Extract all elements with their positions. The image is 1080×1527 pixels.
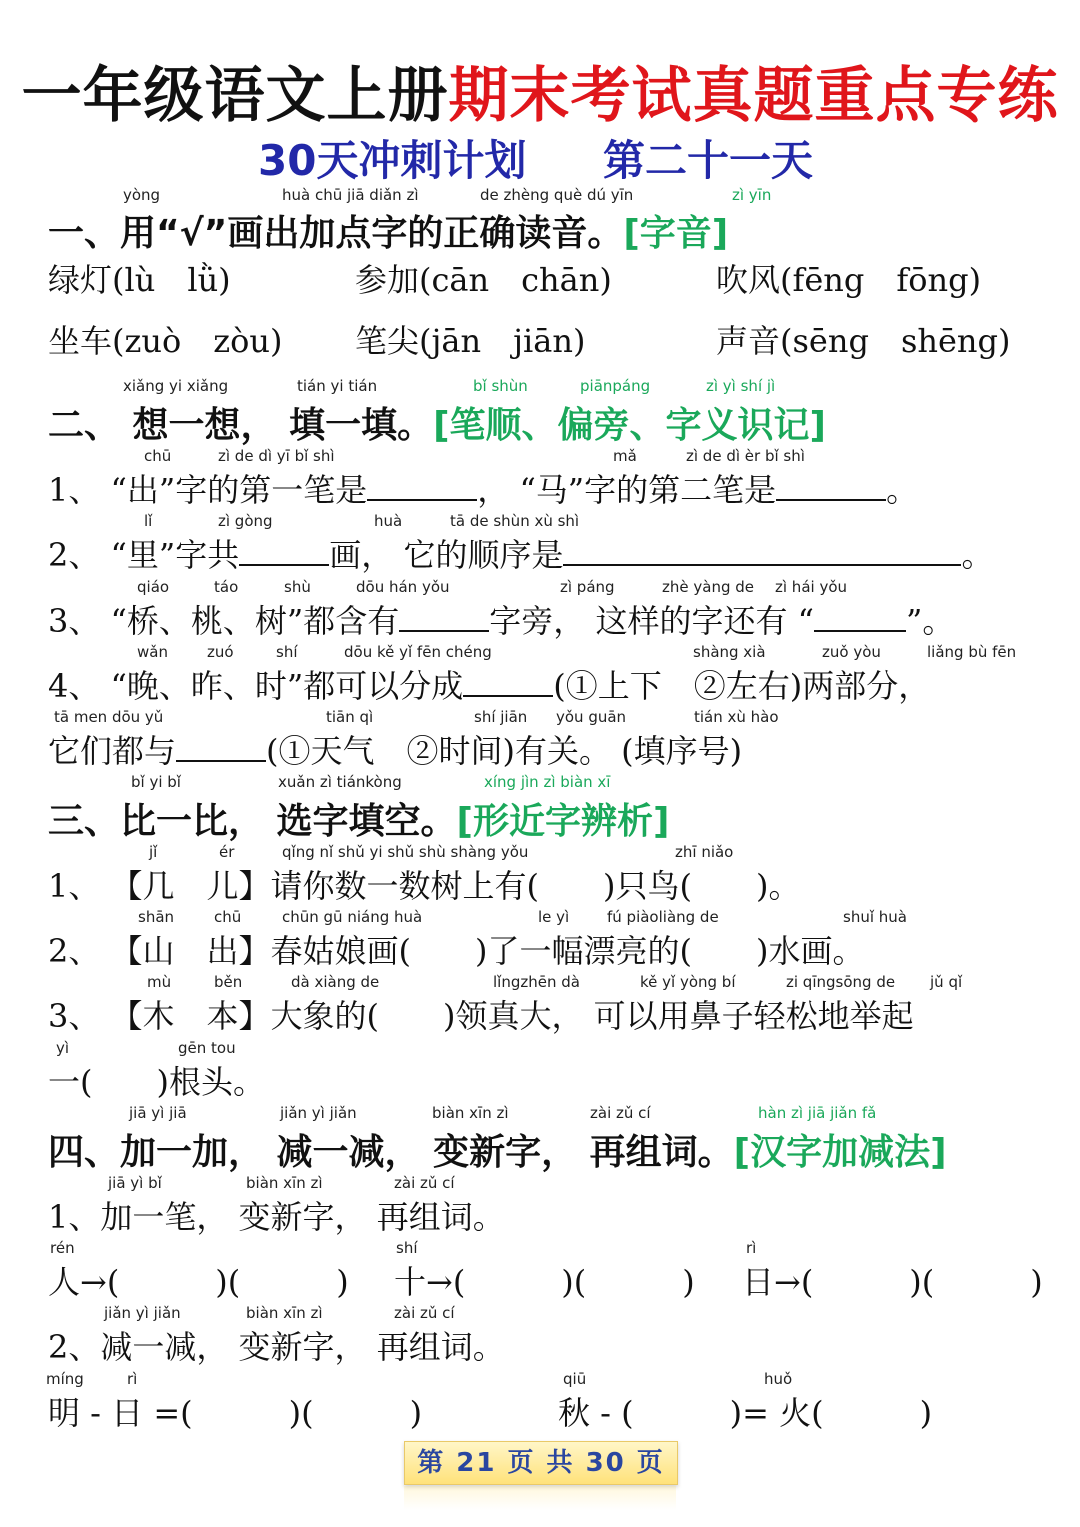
answer-blank[interactable] [563,536,961,566]
pinyin: huà chū jiā diǎn zì [282,186,419,204]
pinyin: de zhèng què dú yīn [480,186,634,204]
section-2-heading: 二、 想一想， 填一填。[笔顺、偏旁、字义识记] [48,405,826,446]
pinyin: bǐ yi bǐ [131,773,181,791]
pinyin: jiǎn yì jiǎn [280,1104,357,1122]
pinyin: shān [138,908,175,926]
pinyin: tā de shùn xù shì [450,512,580,530]
pinyin: biàn xīn zì [246,1174,323,1192]
pinyin: zì gòng [218,512,273,530]
pinyin: chūn gū niáng huà [282,908,423,926]
s1-item: 参加(cān chān) [355,261,612,299]
section-3-heading: 三、比一比， 选字填空。[形近字辨析] [48,801,670,842]
s3-question-3: 3、 【木 本】大象的( )领真大， 可以用鼻子轻松地举起 [48,997,914,1035]
s1-item: 声音(sēng shēng) [716,322,1011,360]
pinyin: zài zǔ cí [394,1304,455,1322]
page-number-badge: 第 21 页 共 30 页 [404,1441,678,1485]
answer-blank[interactable] [399,602,489,632]
pinyin: shuǐ huà [843,908,907,926]
s1-item: 吹风(fēng fōng) [716,261,982,299]
pinyin: yì [56,1039,70,1057]
pinyin: bǐ shùn [473,377,528,395]
pinyin: zì páng [560,578,615,596]
pinyin: huà [374,512,403,530]
answer-blank[interactable] [776,471,886,501]
pinyin: jiǎn yì jiǎn [104,1304,181,1322]
pinyin: zuó [207,643,234,661]
s2-question-4: 4、 “晚、昨、时”都可以分成 (①上下 ②左右)两部分， [48,667,931,705]
s1-item: 绿灯(lù lǜ) [48,261,231,299]
pinyin: xíng jìn zì biàn xī [484,773,611,791]
pinyin: dōu kě yǐ fēn chéng [344,643,492,661]
pinyin: tián xù hào [694,708,779,726]
pinyin: dōu hán yǒu [356,578,450,596]
pinyin: ér [219,843,235,861]
pinyin: yǒu guān [556,708,627,726]
badge-reflection [404,1486,676,1510]
pinyin: piānpáng [580,377,651,395]
pinyin: jiā yì jiā [129,1104,187,1122]
pinyin: shí [276,643,298,661]
pinyin: fú piàoliàng de [607,908,719,926]
subtitle-plan: 30天冲刺计划 [258,136,527,185]
pinyin: chū [214,908,242,926]
section-1-heading: 一、用“√”画出加点字的正确读音。[字音] [48,213,729,254]
pinyin: yòng [123,186,161,204]
pinyin: jiā yì bǐ [108,1174,162,1192]
pinyin: zì hái yǒu [775,578,848,596]
s3-question-1: 1、 【几 儿】请你数一数树上有( )只鸟( )。 [48,867,801,905]
pinyin: zhī niǎo [675,843,734,861]
s4-question-2: 2、减一减， 变新字， 再组词。 [48,1328,505,1366]
pinyin: qiū [563,1370,587,1388]
pinyin: zì yīn [732,186,772,204]
pinyin: rì [746,1239,757,1257]
s2-question-3: 3、 “桥、桃、树”都含有 字旁， 这样的字还有 “ ”。 [48,602,955,640]
answer-blank[interactable] [239,536,329,566]
pinyin: táo [214,578,239,596]
pinyin: zuǒ yòu [822,643,881,661]
answer-blank[interactable] [463,667,553,697]
pinyin: biàn xīn zì [246,1304,323,1322]
pinyin: zì yì shí jì [706,377,776,395]
s4-add-item: 人→( )( ) [48,1263,349,1301]
pinyin: tiān qì [326,708,374,726]
pinyin: jǐ [149,843,158,861]
pinyin: chū [144,447,172,465]
s1-item: 坐车(zuò zòu) [48,322,283,360]
answer-blank[interactable] [814,602,906,632]
pinyin: rì [127,1370,138,1388]
pinyin: le yì [538,908,570,926]
pinyin: zi qīngsōng de [786,973,896,991]
pinyin: mǎ [613,447,637,465]
pinyin: rén [50,1239,75,1257]
pinyin: mù [147,973,172,991]
pinyin: hàn zì jiā jiǎn fǎ [758,1104,877,1122]
pinyin: qǐng nǐ shǔ yi shǔ shù shàng yǒu [282,843,529,861]
pinyin: biàn xīn zì [432,1104,509,1122]
page-title: 一年级语文上册期末考试真题重点专练 [21,61,1059,131]
pinyin: lǐ [144,512,153,530]
pinyin: shí jiān [474,708,528,726]
s4-question-1: 1、加一笔， 变新字， 再组词。 [48,1198,505,1236]
pinyin: lǐngzhēn dà [493,973,580,991]
pinyin: shàng xià [693,643,766,661]
s1-item: 笔尖(jān jiān) [355,322,586,360]
answer-blank[interactable] [367,471,477,501]
pinyin: shí [396,1239,418,1257]
s2-question-2: 2、 “里”字共 画， 它的顺序是 。 [48,536,994,574]
pinyin: tā men dōu yǔ [54,708,164,726]
pinyin: jǔ qǐ [930,973,963,991]
pinyin: běn [214,973,243,991]
pinyin: xiǎng yi xiǎng [123,377,229,395]
pinyin: zài zǔ cí [394,1174,455,1192]
subtitle-day: 第二十一天 [603,136,814,185]
pinyin: míng [46,1370,84,1388]
s4-subtract-item: 秋 - ( )= 火( ) [558,1394,933,1432]
pinyin: wǎn [137,643,168,661]
pinyin: dà xiàng de [291,973,380,991]
s4-add-item: 日→( )( ) [742,1263,1043,1301]
pinyin: xuǎn zì tiánkòng [278,773,402,791]
pinyin: zì de dì èr bǐ shì [686,447,805,465]
pinyin: shù [284,578,311,596]
s2-question-1: 1、 “出”字的第一笔是 ， “马”字的第二笔是 。 [48,471,919,509]
section-4-heading: 四、加一加， 减一减， 变新字， 再组词。[汉字加减法] [48,1132,947,1173]
s3-question-2: 2、 【山 出】春姑娘画( )了一幅漂亮的( )水画。 [48,932,865,970]
pinyin: tián yi tián [297,377,378,395]
s3-question-3-cont: 一( )根头。 [48,1063,265,1101]
pinyin: qiáo [137,578,170,596]
pinyin: gēn tou [178,1039,236,1057]
pinyin: huǒ [764,1370,793,1388]
pinyin: kě yǐ yòng bí [640,973,736,991]
pinyin: liǎng bù fēn [927,643,1017,661]
pinyin: zài zǔ cí [590,1104,651,1122]
s4-add-item: 十→( )( ) [394,1263,695,1301]
answer-blank[interactable] [176,732,266,762]
s2-question-4-cont: 它们都与 (①天气 ②时间)有关。 (填序号) [48,732,743,770]
pinyin: zì de dì yī bǐ shì [218,447,335,465]
pinyin: zhè yàng de [662,578,754,596]
s4-subtract-item: 明 - 日 =( )( ) [48,1394,423,1432]
